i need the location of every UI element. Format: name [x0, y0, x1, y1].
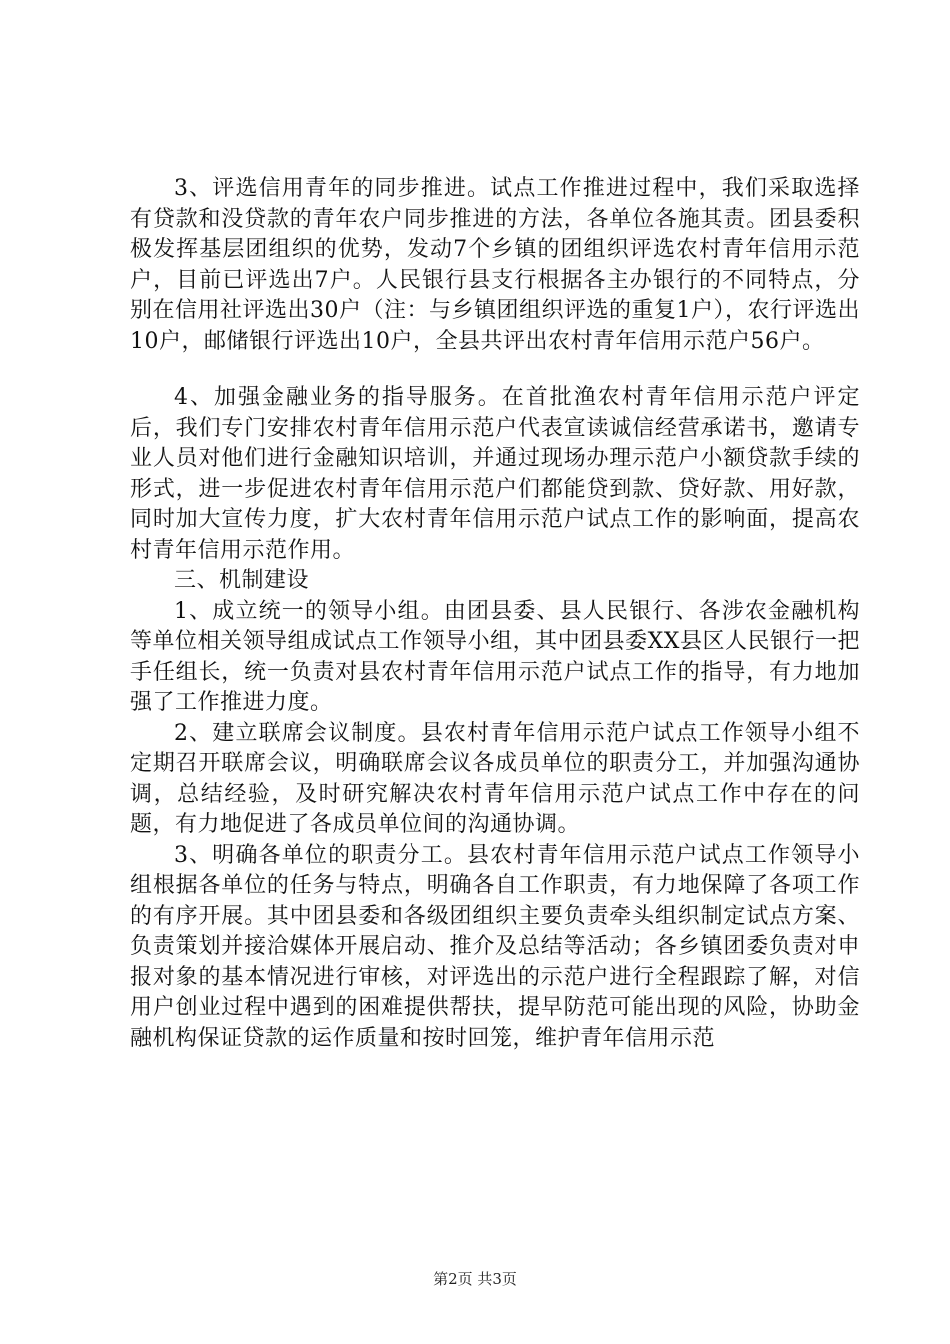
- paragraph-item-3-responsibilities: 3、明确各单位的职责分工。县农村青年信用示范户试点工作领导小组根据各单位的任务与特点，明确各自工作职责，有力地保障了各项工作的有序开展。其中团县委和各级团组织主要负责牵头组织制定试点方案、负责策划并接洽媒体开展启动、推介及总结等活动；各乡镇团委负责对申报对象的基本情况进行审核，对评选出的示范户进行全程跟踪了解，对信用户创业过程中遇到的困难提供帮扶，提早防范可能出现的风险，协助金融机构保证贷款的运作质量和按时回笼，维护青年信用示范: [130, 842, 860, 1051]
- page-footer: 第2页 共3页: [433, 1270, 517, 1288]
- paragraph-item-2-joint-meeting: 2、建立联席会议制度。县农村青年信用示范户试点工作领导小组不定期召开联席会议，明确联席会议各成员单位的职责分工，并加强沟通协调，总结经验，及时研究解决农村青年信用示范户试点工作中存在的问题，有力地促进了各成员单位间的沟通协调。: [130, 720, 860, 837]
- paragraph-item-1-leading-group: 1、成立统一的领导小组。由团县委、县人民银行、各涉农金融机构等单位相关领导组成试点工作领导小组，其中团县委XX县区人民银行一把手任组长，统一负责对县农村青年信用示范户试点工作的指导，有力地加强了工作推进力度。: [130, 598, 860, 715]
- document-body: [130, 174, 860, 1054]
- paragraph-item-4-financial-guidance: 4、加强金融业务的指导服务。在首批渔农村青年信用示范户评定后，我们专门安排农村青年信用示范户代表宣读诚信经营承诺书，邀请专业人员对他们进行金融知识培训，并通过现场办理示范户小额贷款手续的形式，进一步促进农村青年信用示范户们都能贷到款、贷好款、用好款，同时加大宣传力度，扩大农村青年信用示范户试点工作的影响面，提高农村青年信用示范作用。: [130, 385, 860, 563]
- paragraph-item-3-credit-youth: 3、评选信用青年的同步推进。试点工作推进过程中，我们采取选择有贷款和没贷款的青年农户同步推进的方法，各单位各施其责。团县委积极发挥基层团组织的优势，发动7个乡镇的团组织评选农村青年信用示范户，目前已评选出7户。人民银行县支行根据各主办银行的不同特点，分别在信用社评选出30户（注：与乡镇团组织评选的重复1户），农行评选出10户，邮储银行评选出10户，全县共评出农村青年信用示范户56户。: [130, 176, 860, 354]
- section-heading-mechanism: 三、机制建设: [174, 568, 310, 593]
